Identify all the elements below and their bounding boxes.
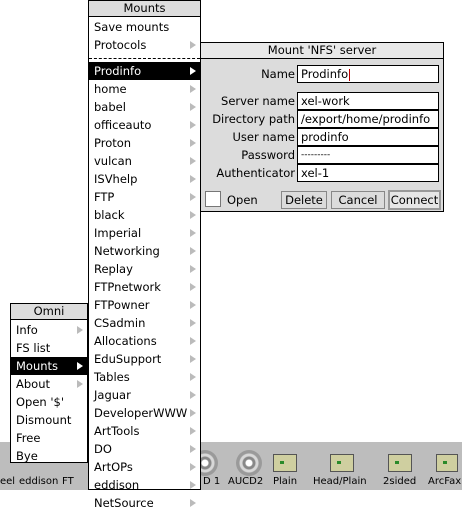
printer-icon[interactable]: [388, 454, 412, 472]
user-name-label: User name: [232, 130, 295, 144]
iconbar-label[interactable]: ArcFax: [428, 476, 462, 487]
omni-menu: [10, 303, 88, 463]
mount-item[interactable]: Tables: [89, 368, 200, 386]
omni-menu-item[interactable]: Mounts: [11, 357, 87, 375]
mount-item[interactable]: ArtOPs: [89, 458, 200, 476]
iconbar-label[interactable]: D 1: [203, 476, 221, 487]
omni-menu-item[interactable]: Open '$': [16, 395, 65, 409]
printer-icon[interactable]: [273, 454, 297, 472]
submenu-arrow-icon: [190, 85, 196, 93]
iconbar-label[interactable]: AUCD2: [228, 476, 264, 487]
user-name-row: [201, 127, 443, 147]
submenu-arrow-icon: [190, 319, 196, 327]
submenu-arrow-icon: [190, 499, 196, 507]
mount-item[interactable]: babel: [89, 98, 200, 116]
menu-item-protocols[interactable]: Protocols: [89, 36, 200, 54]
mount-item[interactable]: DeveloperWWW: [89, 404, 200, 422]
submenu-arrow-icon: [190, 427, 196, 435]
mount-item[interactable]: Prodinfo: [89, 62, 200, 80]
mount-item[interactable]: Replay: [89, 260, 200, 278]
submenu-arrow-icon: [190, 157, 196, 165]
omni-menu-item[interactable]: Bye: [16, 449, 38, 463]
iconbar-label[interactable]: Head/Plain: [313, 476, 367, 487]
user-name-field[interactable]: prodinfo: [297, 128, 439, 146]
connect-button[interactable]: Connect: [388, 190, 441, 210]
mount-item[interactable]: NetSource: [89, 494, 200, 512]
omni-menu-item[interactable]: About: [11, 375, 87, 393]
omni-menu-item[interactable]: Info: [11, 321, 87, 339]
submenu-arrow-icon: [77, 362, 83, 370]
mount-item[interactable]: Allocations: [89, 332, 200, 350]
mount-item[interactable]: officeauto: [89, 116, 200, 134]
submenu-arrow-icon: [190, 229, 196, 237]
mount-item[interactable]: FTPnetwork: [89, 278, 200, 296]
submenu-arrow-icon: [190, 211, 196, 219]
iconbar-label[interactable]: eddison: [19, 476, 59, 487]
submenu-arrow-icon: [190, 283, 196, 291]
menu-title: Mounts: [89, 1, 200, 17]
password-field[interactable]: ---------: [297, 146, 439, 164]
submenu-arrow-icon: [77, 326, 83, 334]
mount-item[interactable]: EduSupport: [89, 350, 200, 368]
submenu-arrow-icon: [77, 380, 83, 388]
omni-menu-item[interactable]: Dismount: [16, 413, 72, 427]
dialog-title[interactable]: Mount 'NFS' server: [201, 43, 443, 59]
iconbar-label[interactable]: FT: [62, 476, 74, 487]
mount-item[interactable]: black: [89, 206, 200, 224]
submenu-arrow-icon: [190, 103, 196, 111]
mount-item[interactable]: FTP: [89, 188, 200, 206]
omni-menu-item[interactable]: FS list: [16, 341, 51, 355]
delete-button[interactable]: Delete: [281, 191, 327, 209]
mount-item[interactable]: ISVhelp: [89, 170, 200, 188]
menu-title: Omni: [11, 304, 87, 320]
directory-path-field[interactable]: /export/home/prodinfo: [297, 110, 439, 128]
omni-menu-item[interactable]: Free: [16, 431, 41, 445]
submenu-arrow-icon: [190, 41, 196, 49]
iconbar-label[interactable]: Plain: [273, 476, 298, 487]
name-row: [201, 64, 443, 84]
submenu-arrow-icon: [190, 409, 196, 417]
submenu-arrow-icon: [190, 265, 196, 273]
submenu-arrow-icon: [190, 391, 196, 399]
mount-item[interactable]: home: [89, 80, 200, 98]
mounts-menu: [88, 0, 201, 510]
submenu-arrow-icon: [190, 247, 196, 255]
mount-item[interactable]: Imperial: [89, 224, 200, 242]
mount-item[interactable]: FTPowner: [89, 296, 200, 314]
mount-item[interactable]: vulcan: [89, 152, 200, 170]
submenu-arrow-icon: [190, 445, 196, 453]
submenu-arrow-icon: [190, 139, 196, 147]
submenu-arrow-icon: [190, 337, 196, 345]
server-name-row: [201, 91, 443, 111]
iconbar-label[interactable]: 2sided: [383, 476, 417, 487]
name-field[interactable]: Prodinfo: [297, 65, 439, 83]
cd-disc-icon[interactable]: [236, 450, 262, 476]
directory-path-row: [201, 109, 443, 129]
submenu-arrow-icon: [190, 193, 196, 201]
submenu-arrow-icon: [190, 121, 196, 129]
submenu-arrow-icon: [190, 301, 196, 309]
mount-server-dialog: [200, 42, 444, 212]
mount-item[interactable]: ArtTools: [89, 422, 200, 440]
authenticator-label: Authenticator: [216, 166, 295, 180]
directory-path-label: Directory path: [212, 112, 295, 126]
mount-item[interactable]: CSadmin: [89, 314, 200, 332]
submenu-arrow-icon: [190, 355, 196, 363]
submenu-arrow-icon: [190, 481, 196, 489]
server-name-label: Server name: [221, 94, 295, 108]
cancel-button[interactable]: Cancel: [331, 191, 385, 209]
fax-icon[interactable]: [436, 454, 458, 472]
menu-separator: [89, 58, 200, 59]
authenticator-row: [201, 163, 443, 183]
open-label[interactable]: Open: [227, 193, 258, 207]
password-row: [201, 145, 443, 165]
mount-item[interactable]: eddison: [89, 476, 200, 494]
menu-item-save-mounts[interactable]: Save mounts: [94, 20, 170, 34]
server-name-field[interactable]: xel-work: [297, 92, 439, 110]
mount-item[interactable]: Proton: [89, 134, 200, 152]
password-label: Password: [241, 148, 295, 162]
mount-item[interactable]: Networking: [89, 242, 200, 260]
name-label: Name: [261, 67, 295, 81]
submenu-arrow-icon: [190, 175, 196, 183]
submenu-arrow-icon: [190, 373, 196, 381]
submenu-arrow-icon: [190, 463, 196, 471]
mount-item[interactable]: DO: [89, 440, 200, 458]
text-caret: [349, 69, 350, 81]
mount-item[interactable]: Jaguar: [89, 386, 200, 404]
open-option-box[interactable]: [205, 191, 221, 207]
submenu-arrow-icon: [190, 67, 196, 75]
iconbar-label[interactable]: eel: [0, 476, 16, 487]
authenticator-field[interactable]: xel-1: [297, 164, 439, 182]
printer-icon[interactable]: [330, 454, 354, 472]
